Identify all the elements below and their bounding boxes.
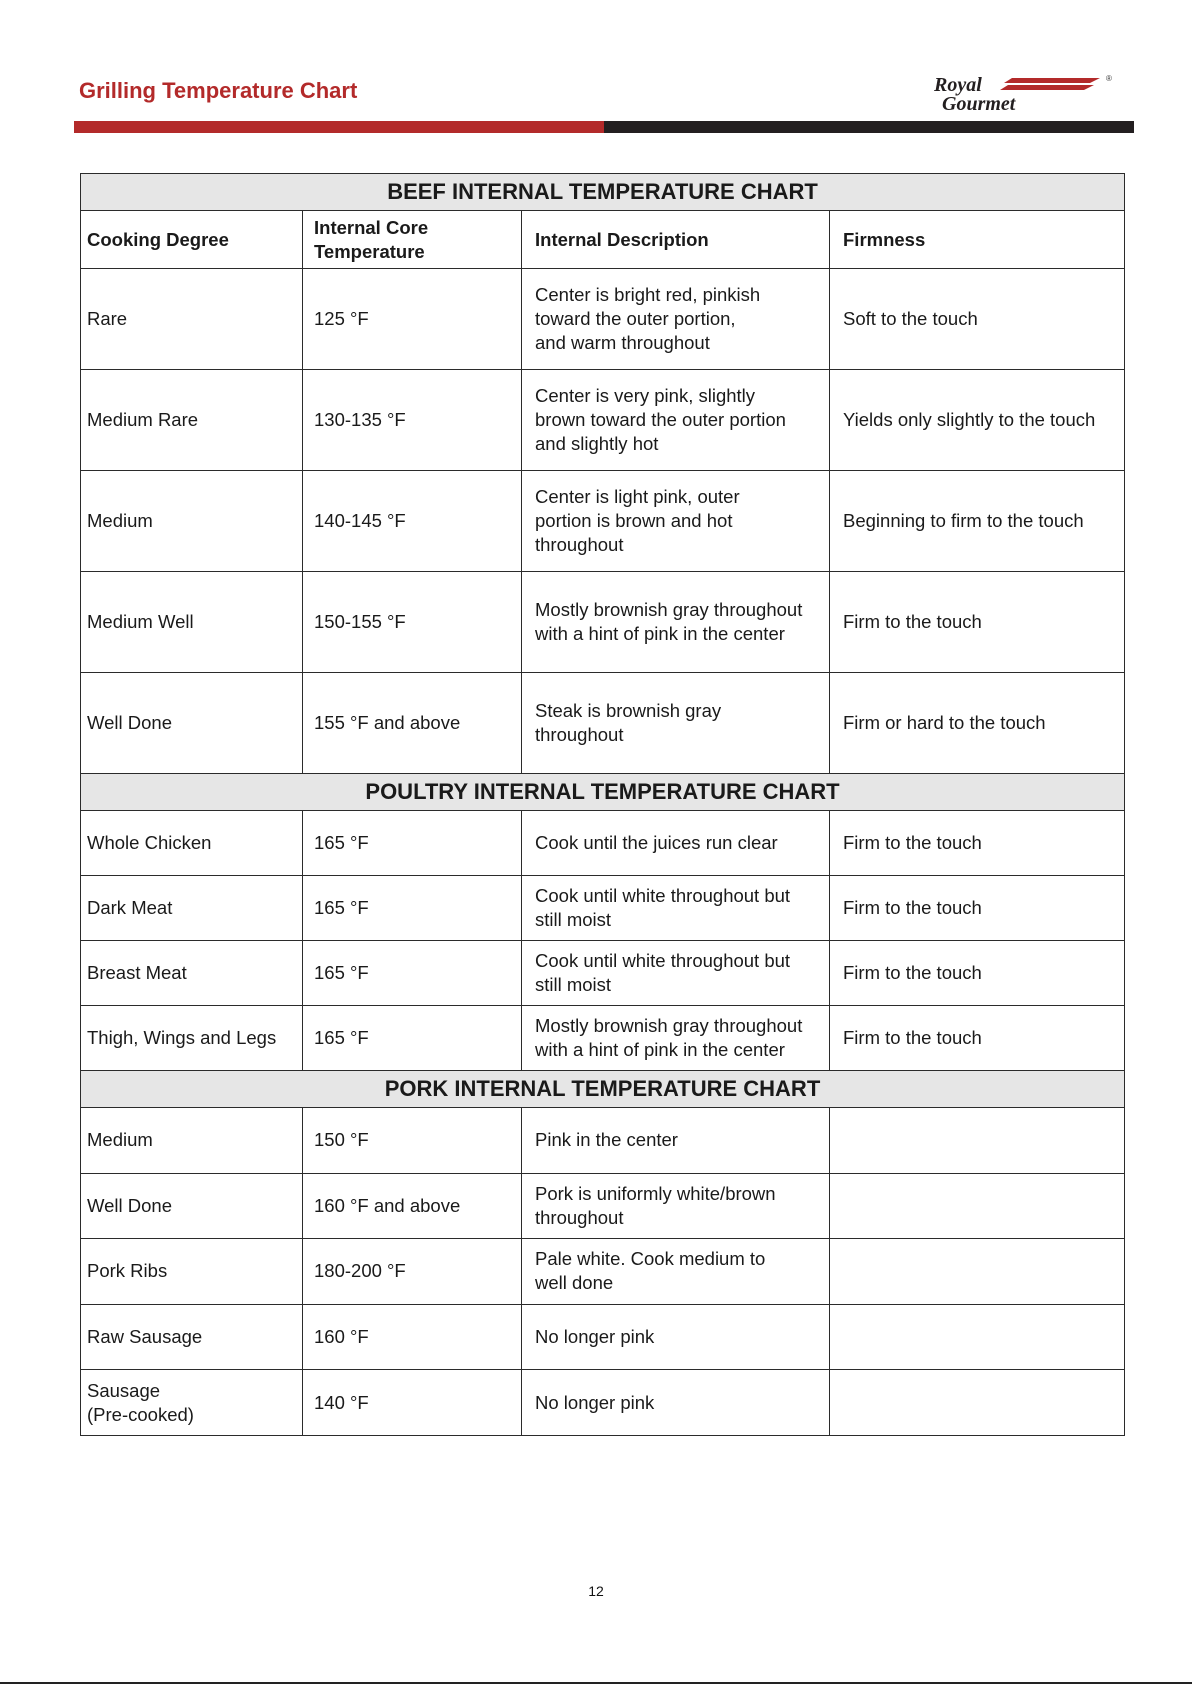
column-header-internal-core-temperature: Internal Core Temperature [303, 211, 522, 269]
logo-line2: Gourmet [942, 93, 1016, 114]
firmness-cell: Yields only slightly to the touch [830, 370, 1125, 471]
cooking-degree-cell: Dark Meat [81, 876, 303, 941]
temperature-cell: 150-155 °F [303, 572, 522, 673]
table-row [81, 370, 1125, 471]
temperature-cell: 165 °F [303, 811, 522, 876]
table-row [81, 673, 1125, 774]
temperature-cell: 130-135 °F [303, 370, 522, 471]
firmness-cell [830, 1370, 1125, 1436]
table-row [81, 811, 1125, 876]
table-row [81, 1173, 1125, 1239]
cooking-degree-cell: Whole Chicken [81, 811, 303, 876]
cooking-degree-cell: Well Done [81, 1173, 303, 1239]
table-row [81, 471, 1125, 572]
description-cell: Pink in the center [522, 1108, 830, 1174]
temperature-cell: 140 °F [303, 1370, 522, 1436]
header-rule-red [74, 121, 604, 133]
section-header-beef [81, 174, 1125, 211]
temperature-cell: 180-200 °F [303, 1239, 522, 1305]
description-cell: Mostly brownish gray throughout with a hint of pink in the center [522, 1006, 830, 1071]
description-cell: Pale white. Cook medium to well done [522, 1239, 830, 1305]
firmness-cell [830, 1173, 1125, 1239]
table-row [81, 941, 1125, 1006]
cooking-degree-cell: Pork Ribs [81, 1239, 303, 1305]
temperature-cell: 140-145 °F [303, 471, 522, 572]
description-cell: Cook until white throughout but still moist [522, 876, 830, 941]
page-number: 12 [588, 1583, 604, 1599]
table-row [81, 269, 1125, 370]
temperature-cell: 155 °F and above [303, 673, 522, 774]
temperature-cell: 165 °F [303, 941, 522, 1006]
column-header-row [81, 211, 1125, 269]
temperature-cell: 165 °F [303, 876, 522, 941]
table-row [81, 1239, 1125, 1305]
temperature-cell: 160 °F and above [303, 1173, 522, 1239]
firmness-cell [830, 1304, 1125, 1370]
section-title: PORK INTERNAL TEMPERATURE CHART [81, 1071, 1125, 1108]
firmness-cell [830, 1108, 1125, 1174]
firmness-cell: Firm to the touch [830, 811, 1125, 876]
bottom-rule [0, 1682, 1192, 1684]
header-rule-dark [604, 121, 1134, 133]
cooking-degree-cell: Medium [81, 471, 303, 572]
description-cell: Pork is uniformly white/brown throughout [522, 1173, 830, 1239]
cooking-degree-cell: Medium Rare [81, 370, 303, 471]
cooking-degree-cell: Rare [81, 269, 303, 370]
description-cell: Cook until the juices run clear [522, 811, 830, 876]
table-row [81, 1006, 1125, 1071]
firmness-cell: Firm to the touch [830, 1006, 1125, 1071]
table-row [81, 1370, 1125, 1436]
description-cell: No longer pink [522, 1304, 830, 1370]
temperature-cell: 150 °F [303, 1108, 522, 1174]
cooking-degree-cell: Breast Meat [81, 941, 303, 1006]
table-row [81, 1108, 1125, 1174]
description-cell: Center is bright red, pinkish toward the outer portion, and warm throughout [522, 269, 830, 370]
firmness-cell: Soft to the touch [830, 269, 1125, 370]
table-row [81, 876, 1125, 941]
table-row [81, 572, 1125, 673]
temperature-table [80, 173, 1125, 1436]
royal-gourmet-logo [932, 74, 1122, 114]
section-title: POULTRY INTERNAL TEMPERATURE CHART [81, 774, 1125, 811]
description-cell: No longer pink [522, 1370, 830, 1436]
description-cell: Cook until white throughout but still moist [522, 941, 830, 1006]
cooking-degree-cell: Thigh, Wings and Legs [81, 1006, 303, 1071]
cooking-degree-cell: Raw Sausage [81, 1304, 303, 1370]
cooking-degree-cell: Sausage (Pre-cooked) [81, 1370, 303, 1436]
firmness-cell: Firm or hard to the touch [830, 673, 1125, 774]
description-cell: Center is very pink, slightly brown toward the outer portion and slightly hot [522, 370, 830, 471]
cooking-degree-cell: Medium Well [81, 572, 303, 673]
section-header-poultry [81, 774, 1125, 811]
column-header-firmness: Firmness [830, 211, 1125, 269]
description-cell: Steak is brownish gray throughout [522, 673, 830, 774]
firmness-cell: Firm to the touch [830, 941, 1125, 1006]
cooking-degree-cell: Well Done [81, 673, 303, 774]
description-cell: Mostly brownish gray throughout with a hint of pink in the center [522, 572, 830, 673]
logo-line1: Royal [934, 74, 982, 96]
firmness-cell [830, 1239, 1125, 1305]
temperature-cell: 125 °F [303, 269, 522, 370]
column-header-internal-description: Internal Description [522, 211, 830, 269]
firmness-cell: Beginning to firm to the touch [830, 471, 1125, 572]
temperature-cell: 160 °F [303, 1304, 522, 1370]
firmness-cell: Firm to the touch [830, 572, 1125, 673]
cooking-degree-cell: Medium [81, 1108, 303, 1174]
section-header-pork [81, 1071, 1125, 1108]
description-cell: Center is light pink, outer portion is brown and hot throughout [522, 471, 830, 572]
page-title: Grilling Temperature Chart [79, 78, 358, 103]
temperature-cell: 165 °F [303, 1006, 522, 1071]
section-title: BEEF INTERNAL TEMPERATURE CHART [81, 174, 1125, 211]
registered-mark: ® [1106, 74, 1112, 83]
column-header-cooking-degree: Cooking Degree [81, 211, 303, 269]
table-row [81, 1304, 1125, 1370]
firmness-cell: Firm to the touch [830, 876, 1125, 941]
